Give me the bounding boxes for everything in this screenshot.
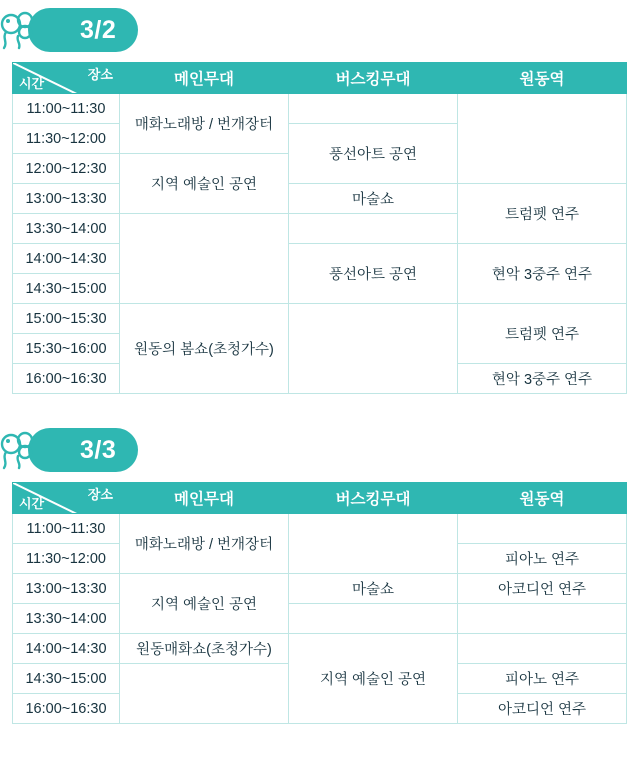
header-wondong-station: 원동역	[458, 63, 627, 94]
table-row	[13, 184, 627, 214]
wondong-cell: 트럼펫 연주	[458, 184, 627, 244]
main-stage-cell: 매화노래방 / 번개장터	[120, 514, 289, 574]
main-stage-cell-empty	[120, 664, 289, 724]
header-wondong-station: 원동역	[458, 483, 627, 514]
busking-cell-empty	[289, 604, 458, 634]
header-corner-cell	[13, 483, 120, 514]
schedule-page	[0, 8, 638, 757]
wondong-cell: 현악 3중주 연주	[458, 364, 627, 394]
wondong-cell: 트럼펫 연주	[458, 304, 627, 364]
header-place-label: 장소	[87, 487, 113, 502]
header-place-label: 장소	[87, 67, 113, 82]
table-row	[13, 304, 627, 334]
table-header-row	[13, 483, 627, 514]
table-row	[13, 634, 627, 664]
header-time-label: 시간	[19, 76, 45, 91]
wondong-cell: 아코디언 연주	[458, 574, 627, 604]
main-stage-cell: 지역 예술인 공연	[120, 154, 289, 214]
header-main-stage: 메인무대	[120, 63, 289, 94]
table-row	[13, 604, 627, 634]
busking-cell-empty	[289, 94, 458, 124]
date-pill-2	[28, 428, 138, 472]
time-cell: 12:00~12:30	[13, 154, 120, 184]
time-cell: 13:30~14:00	[13, 604, 120, 634]
header-busking-stage: 버스킹무대	[289, 63, 458, 94]
busking-cell: 마술쇼	[289, 574, 458, 604]
time-cell: 14:30~15:00	[13, 274, 120, 304]
time-cell: 13:00~13:30	[13, 184, 120, 214]
wondong-cell: 아코디언 연주	[458, 694, 627, 724]
busking-cell: 풍선아트 공연	[289, 244, 458, 304]
busking-cell-empty	[289, 304, 458, 394]
busking-cell-empty	[289, 214, 458, 244]
schedule-table-1	[12, 62, 627, 394]
time-cell: 14:00~14:30	[13, 634, 120, 664]
date-pill-1	[28, 8, 138, 52]
table-row	[13, 94, 627, 124]
time-cell: 11:30~12:00	[13, 544, 120, 574]
time-cell: 16:00~16:30	[13, 694, 120, 724]
date-label: 3/3	[80, 435, 117, 464]
time-cell: 11:30~12:00	[13, 124, 120, 154]
busking-cell: 풍선아트 공연	[289, 124, 458, 184]
date-badge-1	[12, 8, 626, 52]
date-label: 3/2	[80, 15, 117, 44]
time-cell: 15:00~15:30	[13, 304, 120, 334]
schedule-table-2	[12, 482, 627, 724]
wondong-cell-empty	[458, 634, 627, 664]
wondong-cell: 피아노 연주	[458, 544, 627, 574]
time-cell: 13:00~13:30	[13, 574, 120, 604]
balloon-cluster-icon	[0, 8, 56, 52]
main-stage-cell: 지역 예술인 공연	[120, 574, 289, 634]
header-corner-cell	[13, 63, 120, 94]
section-spacer	[12, 394, 626, 420]
time-cell: 13:30~14:00	[13, 214, 120, 244]
time-cell: 16:00~16:30	[13, 364, 120, 394]
main-stage-cell: 매화노래방 / 번개장터	[120, 94, 289, 154]
busking-cell: 지역 예술인 공연	[289, 634, 458, 724]
time-cell: 11:00~11:30	[13, 94, 120, 124]
table-row	[13, 574, 627, 604]
header-main-stage: 메인무대	[120, 483, 289, 514]
main-stage-cell: 원동의 봄쇼(초청가수)	[120, 304, 289, 394]
time-cell: 11:00~11:30	[13, 514, 120, 544]
wondong-cell-empty	[458, 514, 627, 544]
wondong-cell: 현악 3중주 연주	[458, 244, 627, 304]
balloon-cluster-icon	[0, 428, 56, 472]
time-cell: 15:30~16:00	[13, 334, 120, 364]
wondong-cell-empty	[458, 604, 627, 634]
table-row	[13, 244, 627, 274]
table-header-row	[13, 63, 627, 94]
main-stage-cell-empty	[120, 214, 289, 304]
header-time-label: 시간	[19, 496, 45, 511]
busking-cell: 마술쇼	[289, 184, 458, 214]
wondong-cell: 피아노 연주	[458, 664, 627, 694]
main-stage-cell: 원동매화쇼(초청가수)	[120, 634, 289, 664]
time-cell: 14:00~14:30	[13, 244, 120, 274]
wondong-cell-empty	[458, 94, 627, 184]
time-cell: 14:30~15:00	[13, 664, 120, 694]
table-row	[13, 514, 627, 544]
date-badge-2	[12, 428, 626, 472]
busking-cell-empty	[289, 514, 458, 574]
header-busking-stage: 버스킹무대	[289, 483, 458, 514]
